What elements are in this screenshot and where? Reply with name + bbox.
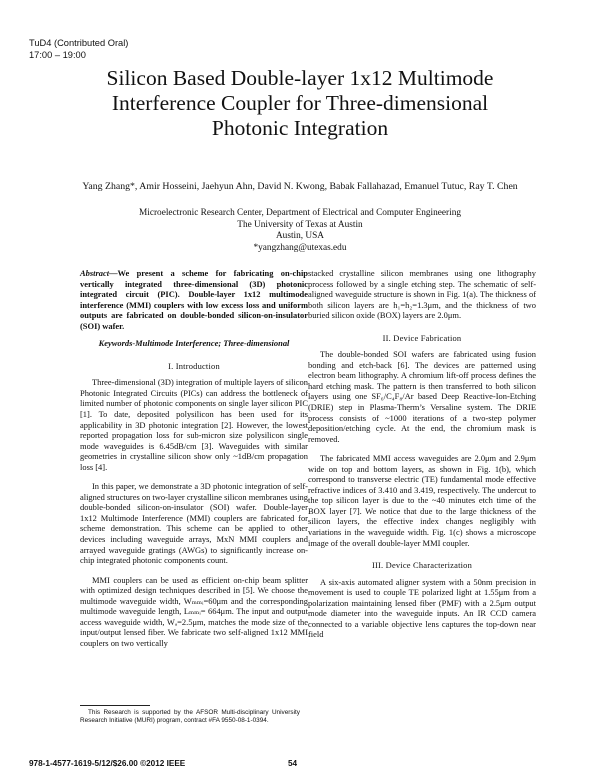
right-column: [308, 268, 536, 642]
left-column: [80, 268, 308, 658]
session-time: 17:00 – 19:00: [29, 50, 86, 60]
abstract-label: Abstract: [80, 268, 110, 278]
body-paragraph: In this paper, we demonstrate a 3D photonic integration of self-aligned structures on two-layer crystalline silicon membranes using double-bonded silicon-on-insulator (SOI) wafer. Double-layer 1x12 Multimode Interference (MMI) couplers are fabricated for scheme demonstration. This scheme can be applied to other devices including waveguide arrays, MxN MMI couplers and arrayed waveguide gratings (AWGs) to significantly increase on-chip integrated photonic components count.: [80, 481, 308, 566]
paper-title: [40, 66, 560, 141]
body-paragraph: Three-dimensional (3D) integration of multiple layers of silicon Photonic Integrated Circuits (PICs) can address the bottleneck of limited number of photonic components on single layer silicon PIC [1]. To date, deposited polysilicon has been used for its applicability in 3D photonic integration [2]. However, the lowest reported propagation loss for sub-micron size polysilicon single mode waveguides is 6.45dB/cm [3]. Waveguides with similar geometries in crystalline silicon show only ~1dB/cm propagation loss [4].: [80, 377, 308, 472]
title-line: Interference Coupler for Three-dimensional: [111, 91, 489, 115]
section-heading-fabrication: II. Device Fabrication: [382, 332, 462, 343]
section-heading-introduction: I. Introduction: [168, 360, 220, 371]
affiliation-line: Microelectronic Research Center, Department of Electrical and Computer Engineering: [138, 208, 462, 218]
title-line: Silicon Based Double-layer 1x12 Multimode: [106, 66, 494, 90]
keywords: Keywords-Multimode Interference; Three-dimensional: [98, 338, 290, 349]
body-paragraph: A six-axis automated aligner system with a 50nm precision in movement is used to couple TE polarized light at 1.55μm from a polarization maintaining lensed fiber (PMF) with a 2.5μm output mode diameter into the waveguide inputs. An IR CCD camera connected to a variable objective lens captures the top-down near field: [308, 576, 536, 640]
section-heading-characterization: III. Device Characterization: [372, 560, 472, 571]
affiliation: [60, 208, 540, 254]
title-line: Photonic Integration: [211, 116, 389, 140]
session-code: TuD4 (Contributed Oral): [29, 38, 129, 48]
page-number: 54: [288, 759, 298, 768]
affiliation-line: Austin, USA: [275, 231, 325, 242]
body-paragraph: stacked crystalline silicon membranes using one lithography process followed by a single etching step. The schematic of self-aligned waveguide structure is shown in Fig. 1(a). The thickness of both silicon layers are h₁=h₂=1.3μm, and the thickness of two buried silicon oxide (BOX) layers are 2.0μm.: [308, 268, 536, 321]
isbn-footer: 978-1-4577-1619-5/12/$26.00 ©2012 IEEE: [29, 759, 186, 768]
affiliation-line: The University of Texas at Austin: [237, 219, 363, 230]
body-paragraph: MMI couplers can be used as efficient on-chip beam splitter with optimized design techniques described in [5]. We choose the multimode waveguide width, Wₘₘᵢ=60μm and the corresponding multimode waveguide length, Lₘₘᵢ= 664μm. The input and output access waveguide width, Wₐ=2.5μm, matches the mode size of the input/output lensed fiber. We fabricate two self-aligned 1x12 MMI couplers on two vertically: [80, 574, 308, 648]
abstract: [80, 268, 308, 331]
footnote-divider: [80, 705, 150, 706]
author-list: Yang Zhang*, Amir Hosseini, Jaehyun Ahn, David N. Kwong, Babak Fallahazad, Emanuel Tutuc, Ray T. Chen: [82, 181, 518, 192]
abstract-text: —We present a scheme for fabricating on-chip vertically integrated three-dimensional (3D) photonic integrated circuit (PIC). Double-layer 1x12 multimode interference (MMI) couplers with low excess loss and uniform outputs are fabricated on double-bonded silicon-on-insulator (SOI) wafer.: [80, 268, 308, 331]
body-paragraph: The double-bonded SOI wafers are fabricated using fusion bonding and etch-back [6]. The devices are patterned using electron beam lithography. A chromium lift-off process defines the hard etching mask. The pattern is then transferred to both silicon layers using one SF₆/C₄F₈/Ar based Deep Reactive-Ion-Etching (DRIE) step in Plasma-Therm’s Versaline system. The DRIE process consists of ~1000 iterations of a two-step polymer deposition/etching cycle. At the end, the chromium mask is removed.: [308, 349, 536, 444]
contact-email: *yangzhang@utexas.edu: [253, 242, 347, 253]
funding-footnote: This Research is supported by the AFSOR Multi-disciplinary University Research Initiative (MURI) program, contract #FA 9550-08-1-0394.: [80, 709, 300, 725]
body-paragraph: The fabricated MMI access waveguides are 2.0μm and 2.9μm wide on top and bottom layers, as shown in Fig. 1(b), which correspond to transverse electric (TE) fundamental mode effective refractive indices of 3.410 and 3.419, respectively. The undercut to the top silicon layer is due to the ~40 minutes etch time of the BOX layer [7]. We notice that due to the large thickness of the silicon layers, the effective index changes negligibly with variations in the waveguide width. Fig. 1(c) shows a microscope image of the overall double-layer MMI coupler.: [308, 453, 536, 548]
session-header: [29, 37, 128, 61]
